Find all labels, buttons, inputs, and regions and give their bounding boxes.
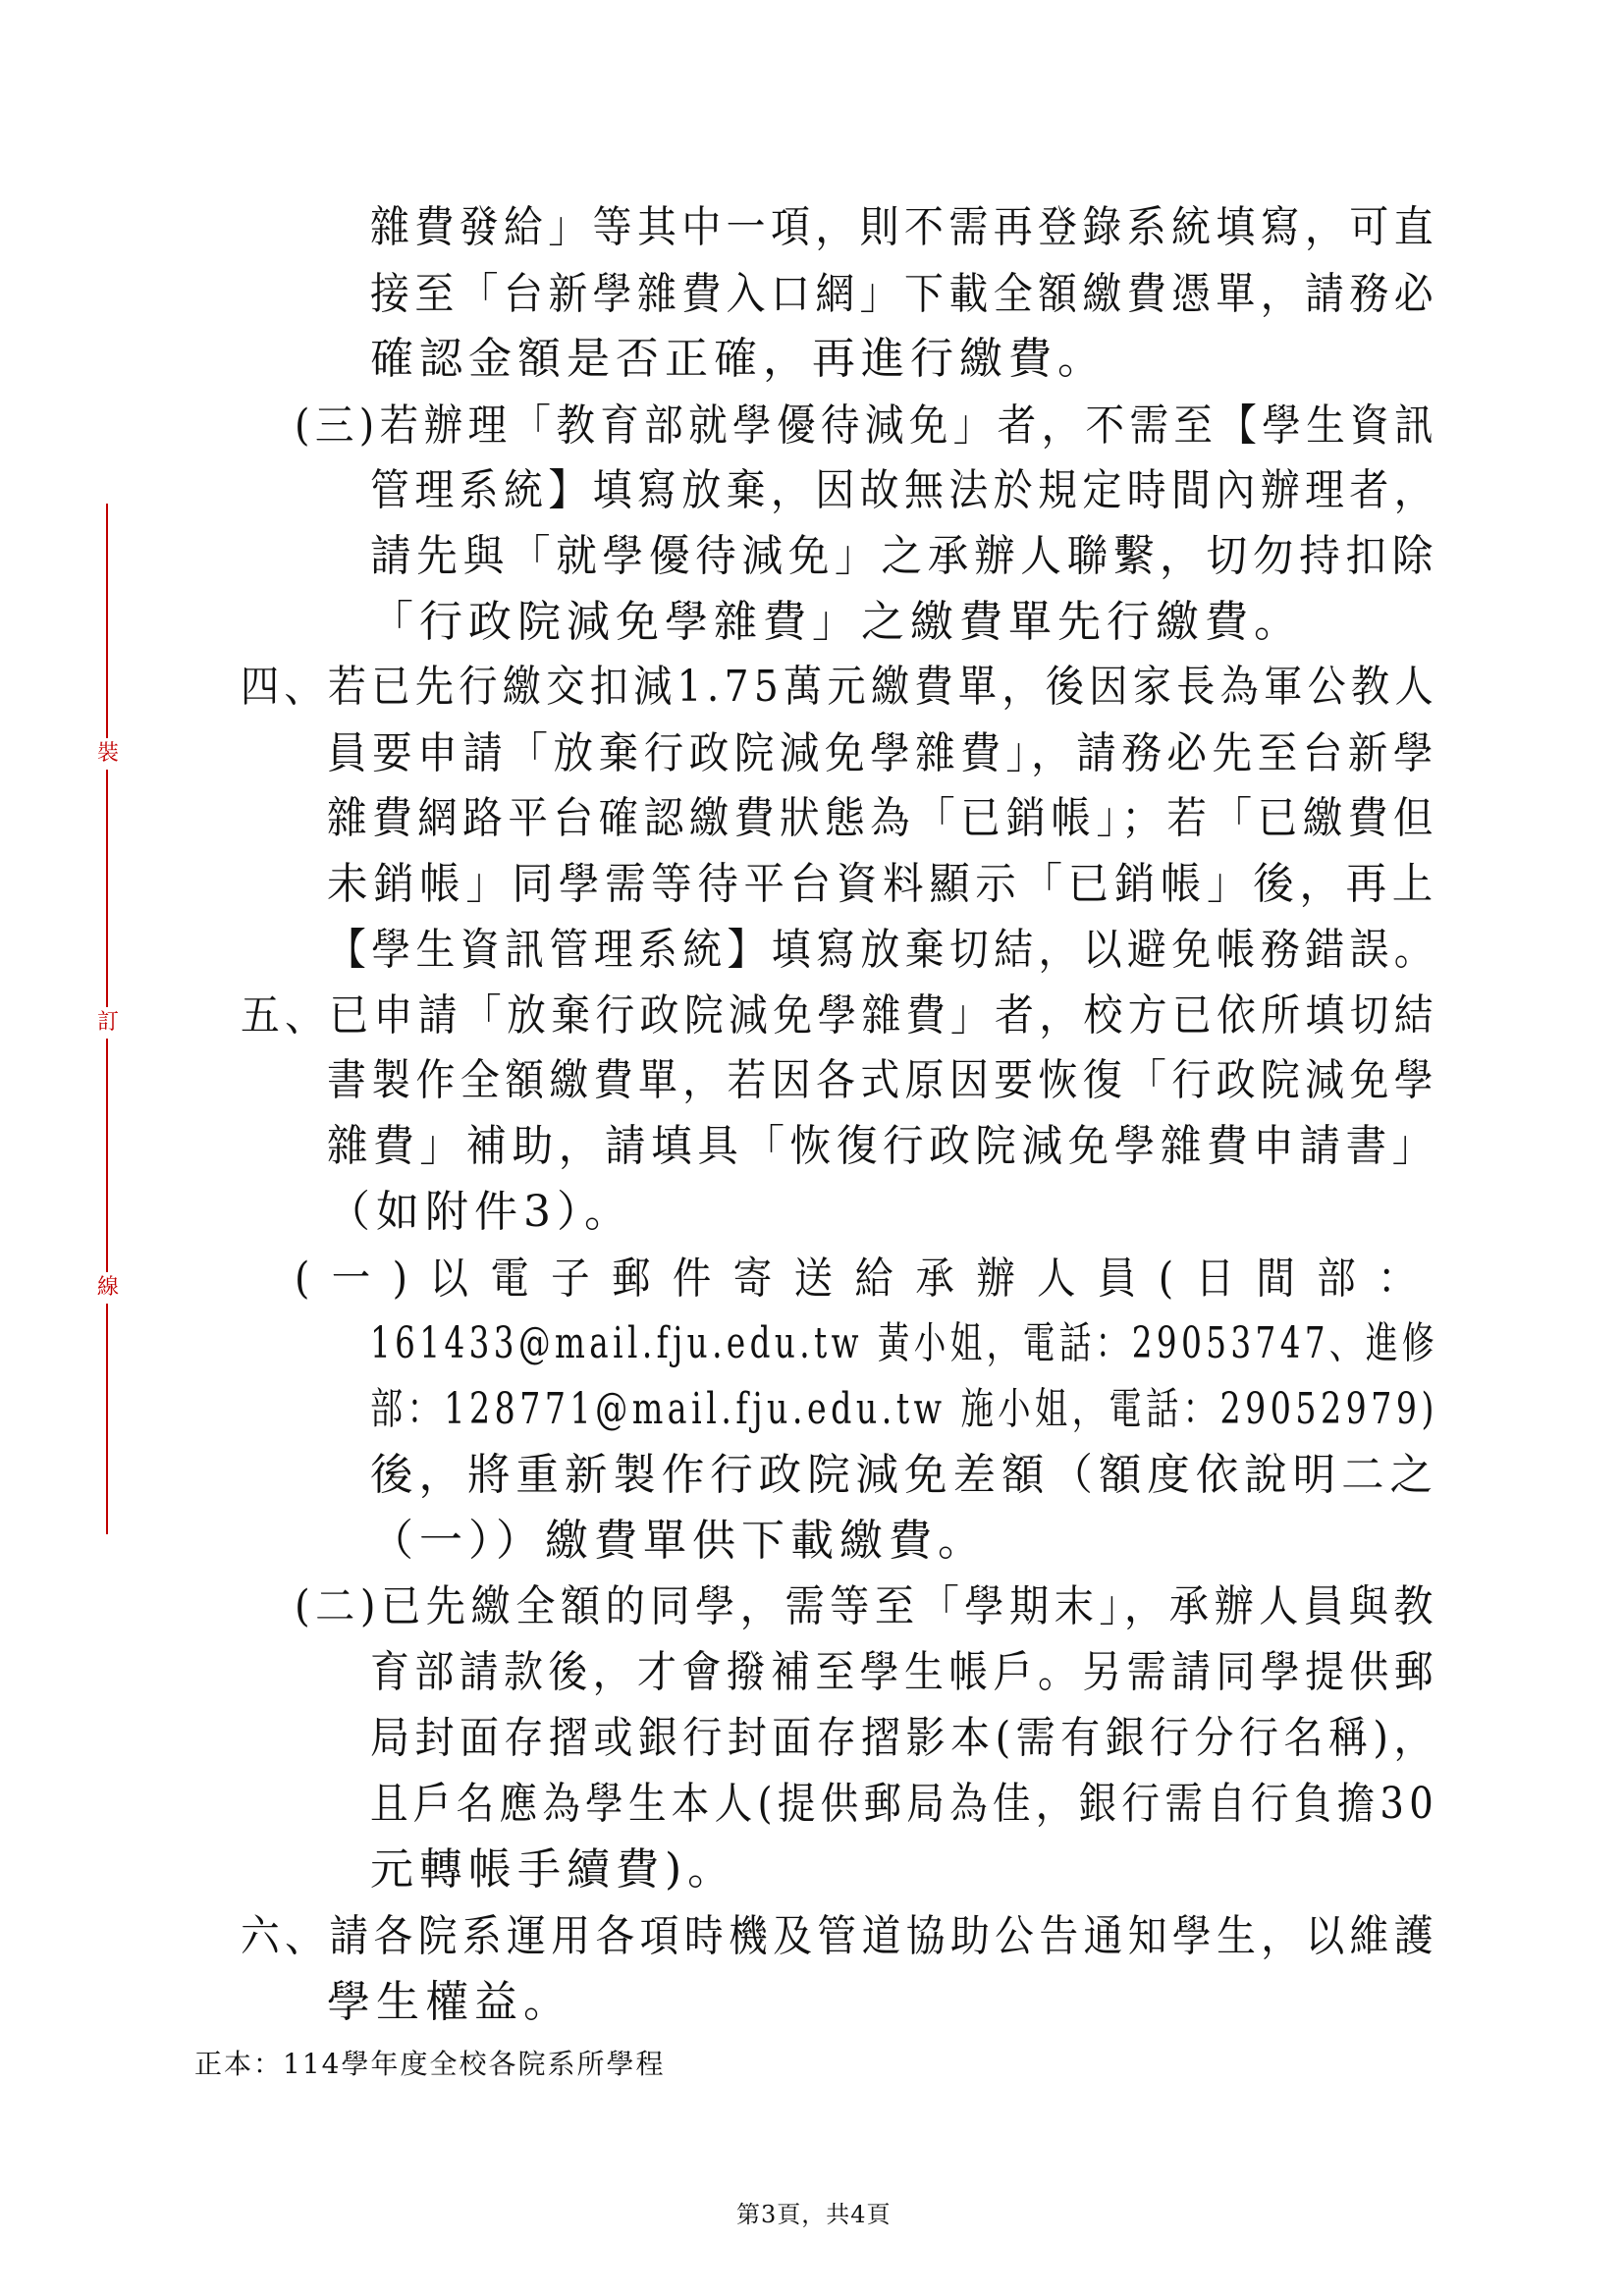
binding-mark-zhuang: 裝 — [96, 738, 120, 770]
binding-mark-ding: 訂 — [96, 1007, 120, 1039]
binding-mark-xian: 線 — [96, 1272, 120, 1304]
document-page: 裝 訂 線 雜費發給」等其中一項，則不需再登錄系統填寫，可直 接至「台新學雜費入口網」下載全額繳費憑單，請務必 確認金額是否正確，再進行繳費。 (三)若辦理「教育部就學優待減免」者，不需至【學生資訊 管理系統】填寫放棄，因故無法於規定時間內辦理者， 請先與「就學優待減免」之承辦人聯繫，切勿持扣除 「行政院減免學雜費」之繳費單先行繳費。 四、若已先行繳交扣減1.75萬元繳費單，後因家長為軍公教人 員要申請「放棄行政院減免學雜費」，請務必先至台新學 雜費網路平台確認繳費狀態為「已銷帳」；若「已繳費但 未銷帳」同學需等待平台資料顯示「已銷帳」後，再上 【學生資訊管理系統】填寫放棄切結，以避免帳務錯誤。 五、已申請「放棄行政院減免學雜費」者，校方已依所填切結 書製作全額繳費單，若因各式原因要恢復「行政院減免學 雜費」補助，請填具「恢復行政院減免學雜費申請書」 （如附件3）。 (一)以電子郵件寄送給承辦人員(日間部： 161433@mail.fju.edu.tw 黃小姐，電話：29053747、進修 部：128771@mail.fju.edu.tw 施小姐，電話：29052979) 後，將重新製作行政院減免差額（額度依說明二之 （一））繳費單供下載繳費。 (二)已先繳全額的同學，需等至「學期末」，承辦人員與教 育部請款後，才會撥補至學生帳戶。另需請同學提供郵 局封面存摺或銀行封面存摺影本(需有銀行分行名稱)， 且戶名應為學生本人(提供郵局為佳，銀行需自行負擔30 元轉帳手續費)。 六、請各院系運用各項時機及管道協助公告通知學生，以維護 學生權益。 正本：114學年度全校各院系所學程 第3頁，共4頁 — [96, 202, 1439, 2228]
